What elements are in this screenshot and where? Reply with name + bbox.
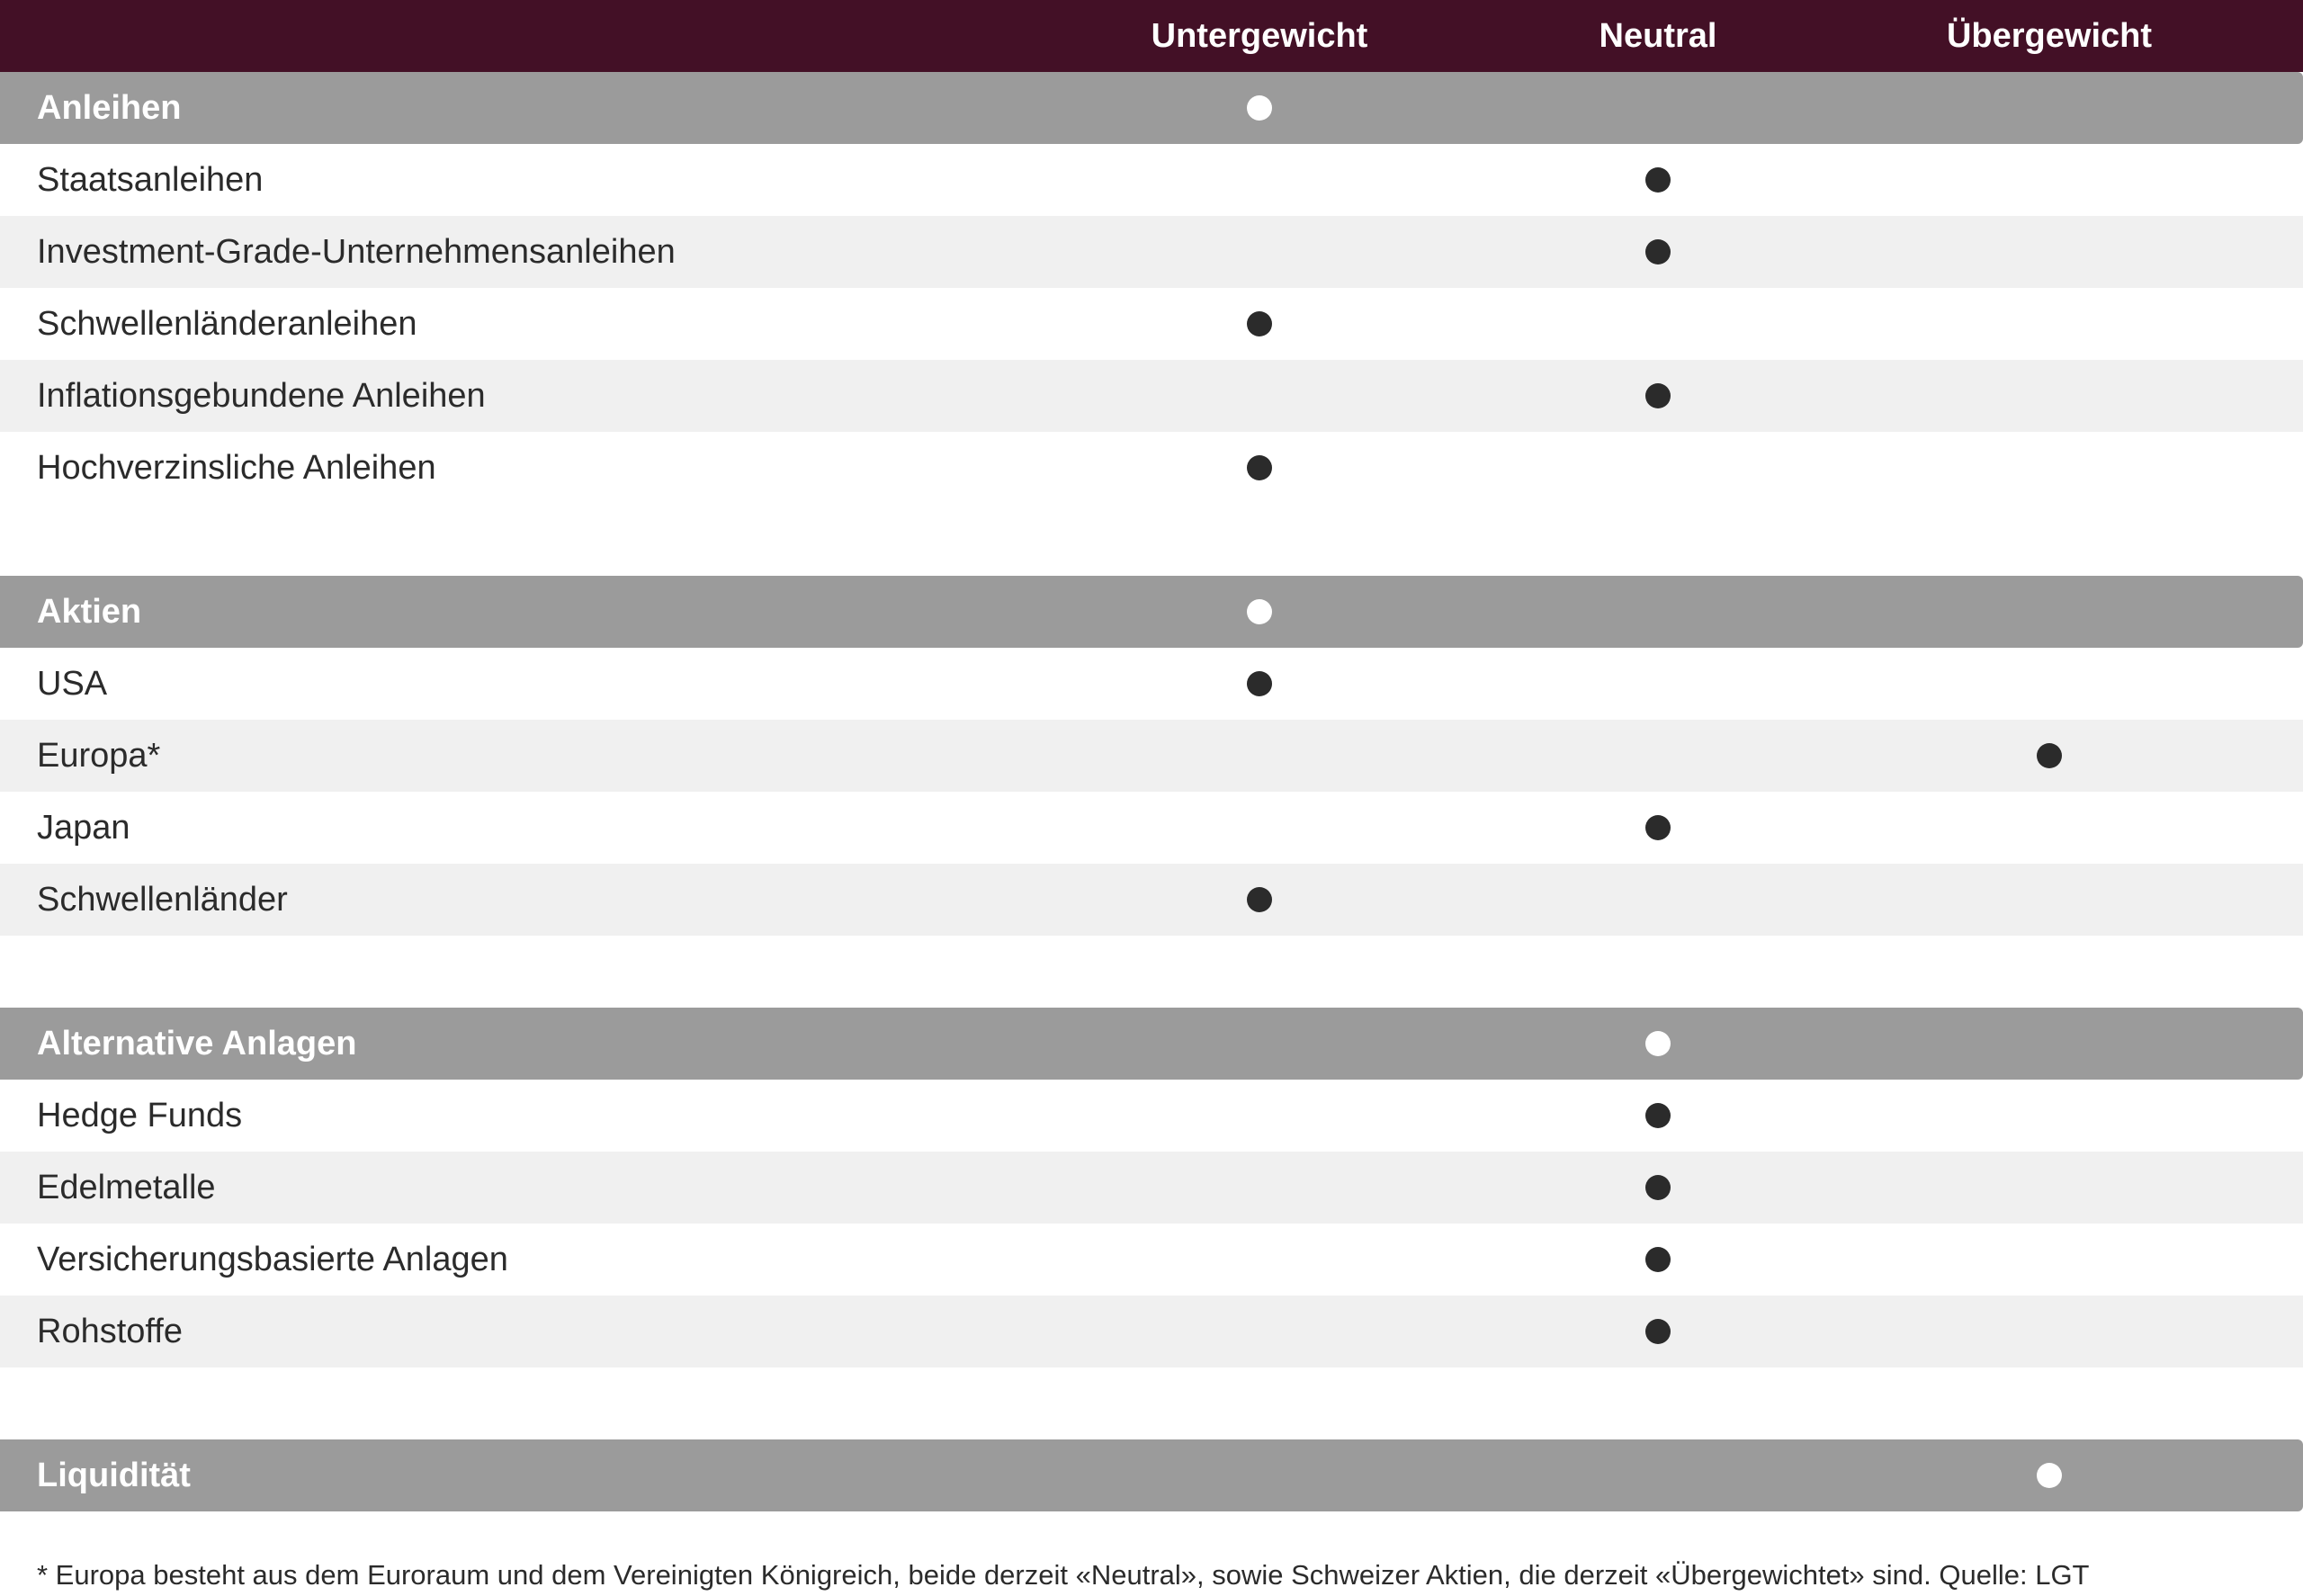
row-label: Europa* xyxy=(37,737,161,775)
column-header-uebergewicht: Übergewicht xyxy=(1946,17,2153,55)
row-label: Schwellenländer xyxy=(37,881,288,919)
row-label: Hochverzinsliche Anleihen xyxy=(37,449,436,487)
position-dot xyxy=(1645,167,1671,193)
group-label: Liquidität xyxy=(37,1457,191,1494)
position-dot xyxy=(1645,1103,1671,1128)
row-label: Inflationsgebundene Anleihen xyxy=(37,377,486,415)
group-row xyxy=(0,72,2303,144)
row-label: USA xyxy=(37,665,108,703)
column-header-untergewicht: Untergewicht xyxy=(1151,17,1368,55)
group-label: Alternative Anlagen xyxy=(37,1025,357,1063)
position-dot xyxy=(1645,1175,1671,1200)
position-dot xyxy=(1645,1319,1671,1344)
position-dot xyxy=(2037,743,2062,768)
table-row xyxy=(0,864,2303,936)
table-header xyxy=(0,0,2303,72)
table-row xyxy=(0,1080,2303,1152)
table-row xyxy=(0,144,2303,216)
row-label: Japan xyxy=(37,809,130,847)
table-row xyxy=(0,1152,2303,1224)
group-position-dot xyxy=(1247,95,1272,121)
position-dot xyxy=(1247,887,1272,912)
group-label: Anleihen xyxy=(37,89,182,127)
position-dot xyxy=(1645,815,1671,840)
group-label: Aktien xyxy=(37,593,142,631)
group-position-dot xyxy=(2037,1463,2062,1488)
row-label: Edelmetalle xyxy=(37,1169,216,1206)
table-row xyxy=(0,648,2303,720)
row-label: Rohstoffe xyxy=(37,1313,183,1350)
group-position-dot xyxy=(1645,1031,1671,1056)
group-row xyxy=(0,1439,2303,1511)
table-row xyxy=(0,720,2303,792)
position-dot xyxy=(1247,455,1272,480)
column-header-neutral: Neutral xyxy=(1599,17,1717,55)
table-row xyxy=(0,792,2303,864)
position-dot xyxy=(1645,1247,1671,1272)
group-row xyxy=(0,1008,2303,1080)
table-row xyxy=(0,432,2303,504)
table-row xyxy=(0,360,2303,432)
table-row xyxy=(0,1296,2303,1367)
position-dot xyxy=(1247,311,1272,336)
table-row xyxy=(0,288,2303,360)
footnote: * Europa besteht aus dem Euroraum und dem Vereinigten Königreich, beide derzeit «Neutral», sowie Schweizer Aktien, die derzeit «Übergewichtet» sind. Quelle: LGT xyxy=(37,1559,2090,1591)
position-dot xyxy=(1645,239,1671,265)
table-row xyxy=(0,216,2303,288)
position-dot xyxy=(1247,671,1272,696)
group-position-dot xyxy=(1247,599,1272,624)
position-dot xyxy=(1645,383,1671,408)
row-label: Investment-Grade-Unternehmensanleihen xyxy=(37,233,676,271)
row-label: Hedge Funds xyxy=(37,1097,243,1134)
table-row xyxy=(0,1224,2303,1296)
group-row xyxy=(0,576,2303,648)
row-label: Staatsanleihen xyxy=(37,161,264,199)
row-label: Schwellenländeranleihen xyxy=(37,305,417,343)
row-label: Versicherungsbasierte Anlagen xyxy=(37,1241,508,1278)
